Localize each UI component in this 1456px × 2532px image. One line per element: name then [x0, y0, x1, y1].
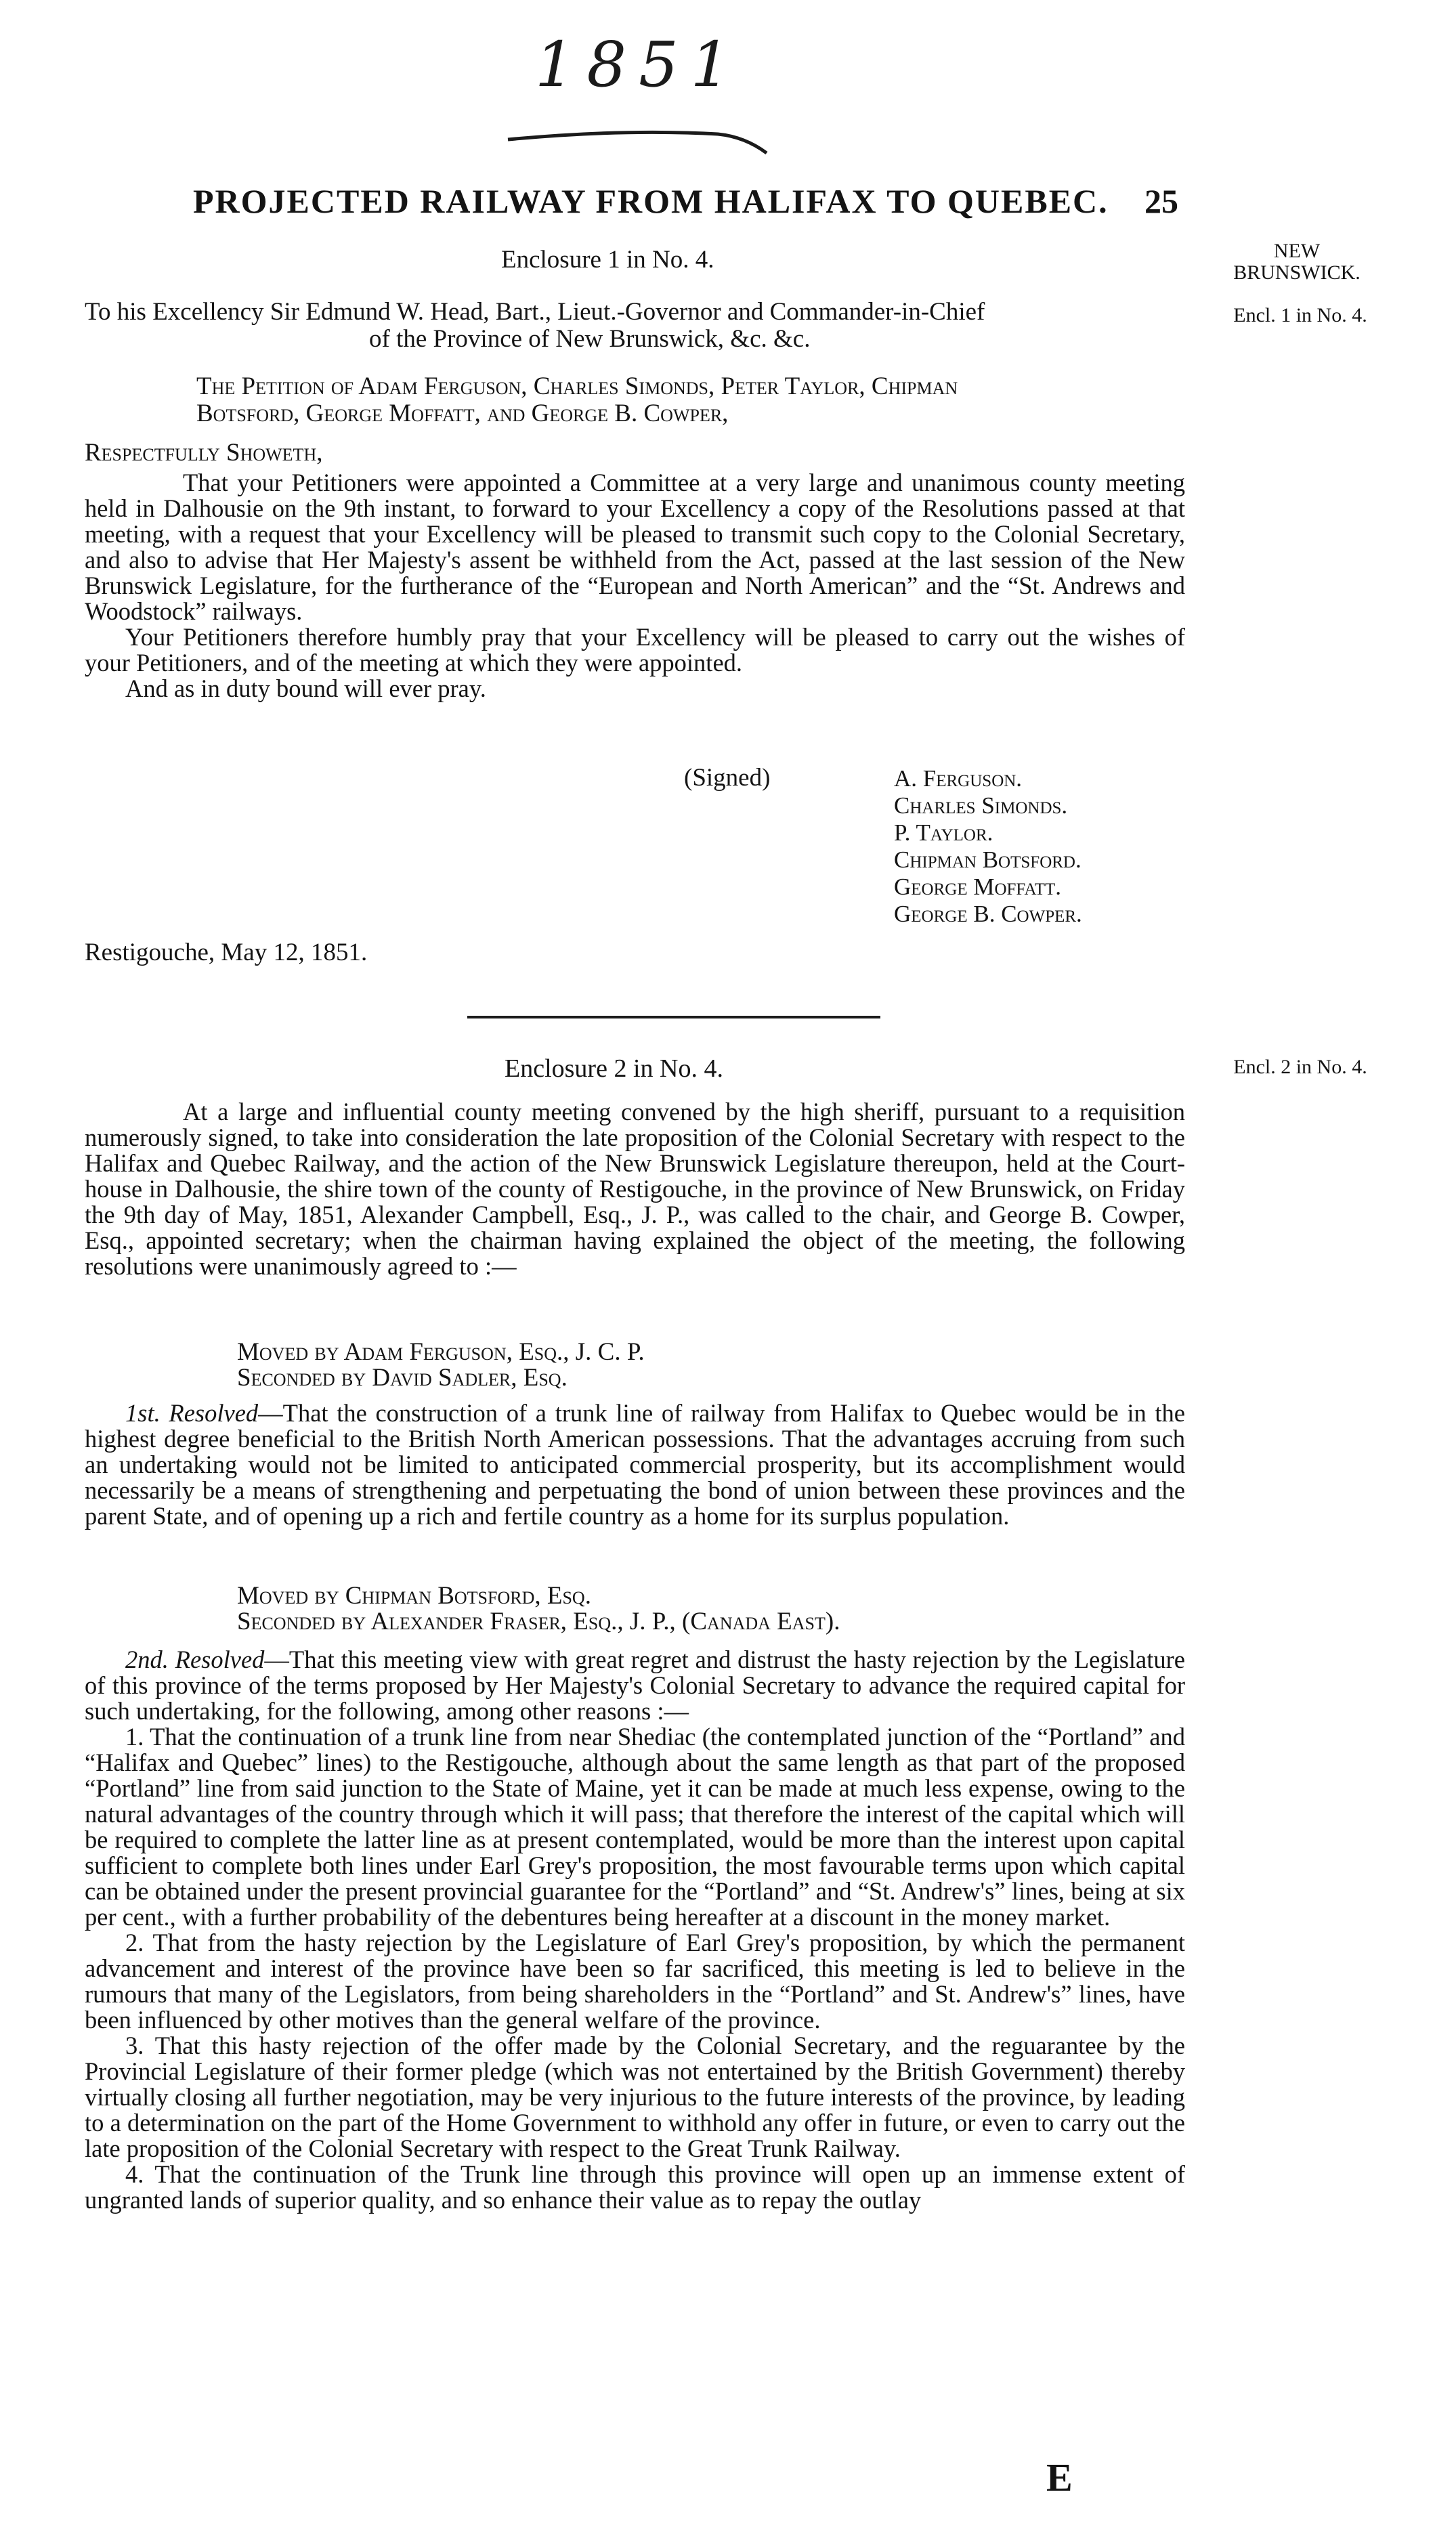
petition-paragraph-1: That your Petitioners were appointed a Committee at a very large and unanimous county meeting held in Dalhousie on the 9th instant, to forward to your Excellency a copy of the Resolutions passed at that meeting, with a request that your Excellency will be pleased to transmit such copy to the Colonial Secretary, and also to advise that Her Majesty's assent be withheld from the Act, passed at the last session of the New Brunswick Legislature, for the furtherance of the “European and North American” and the “St. Andrews and Woodstock” railways.	[85, 469, 1185, 625]
page-number: 25	[1144, 182, 1178, 220]
resolution-2-text: —That this meeting view with great regret and distrust the hasty rejection by the Legislature of this province of the terms proposed by Her Majesty's Colonial Secretary to advance the required capital for such undertaking, for the following, among other reasons :—	[85, 1646, 1185, 1725]
petition-line-2: Botsford, George Moffatt, and George B. Cowper,	[196, 400, 729, 427]
petition-paragraph-2: Your Petitioners therefore humbly pray that your Excellency will be pleased to carry out the wishes of your Petitioners, and of the meeting at which they were appointed.	[85, 623, 1185, 677]
place-date: Restigouche, May 12, 1851.	[85, 939, 368, 966]
enclosure-2-heading: Enclosure 2 in No. 4.	[505, 1054, 723, 1083]
seconded-by-2: Seconded by Alexander Fraser, Esq., J. P., (Canada East).	[237, 1608, 840, 1635]
signatory: George B. Cowper.	[894, 901, 1082, 927]
intro-paragraph: At a large and influential county meeting convened by the high sheriff, pursuant to a requisition numerously signed, to take into consideration the late proposition of the Colonial Secretary with respect to the Halifax and Quebec Railway, and the action of the New Brunswick Legislature thereupon, held at the Court-house in Dalhousie, the shire town of the county of Restigouche, in the province of New Brunswick, on Friday the 9th day of May, 1851, Alexander Campbell, Esq., J. P., was called to the chair, and George B. Cowper, Esq., appointed secretary; when the chairman having explained the object of the meeting, the following resolutions were unanimously agreed to :—	[85, 1098, 1185, 1280]
salutation: Respectfully Showeth,	[85, 439, 323, 467]
signatory: Chipman Botsford.	[894, 846, 1082, 873]
margin-enclosure-1: Encl. 1 in No. 4.	[1233, 304, 1367, 326]
reason-2: 2. That from the hasty rejection by the Legislature of Earl Grey's proposition, by which the permanent advancement and interest of the province have been so far sacrificed, this meeting is led to believe in the rumours that many of the Legislators, from being shareholders in the “Portland” and St. Andrew's” lines, have been influenced by other motives than the general welfare of the province.	[85, 1929, 1185, 2034]
address-line-2: of the Province of New Brunswick, &c. &c.	[369, 325, 811, 353]
margin-enclosure-2: Encl. 2 in No. 4.	[1233, 1056, 1367, 1078]
reason-3: 3. That this hasty rejection of the offer made by the Colonial Secretary, and the reguarantee by the Provincial Legislature of their former pledge (which was not entertained by the British Government) thereby virtually closing all further negotiation, may be very injurious to the future interests of the province, by leading to a determination on the part of the Home Government to withhold any offer in future, or even to carry out the late proposition of the Colonial Secretary with respect to the Great Trunk Railway.	[85, 2032, 1185, 2162]
handwritten-year: 1851	[535, 28, 743, 101]
section-divider	[467, 1016, 880, 1018]
running-title: PROJECTED RAILWAY FROM HALIFAX TO QUEBEC.	[193, 182, 1109, 220]
meeting-intro	[85, 1099, 1185, 1279]
petition-body	[85, 470, 1185, 702]
signature-mark: E	[1046, 2455, 1073, 2499]
resolution-1-text: —That the construction of a trunk line of railway from Halifax to Quebec would be in the highest degree beneficial to the British North American possessions. That the advantages accruing from such an undertaking would not be limited to anticipated commercial prosperity, but its accomplishment would necessarily be a means of strengthening and perpetuating the bond of union between these provinces and the parent State, and of opening up a rich and fertile country as a home for its surplus population.	[85, 1399, 1185, 1530]
signed-label: (Signed)	[684, 764, 771, 792]
signatory: George Moffatt.	[894, 874, 1062, 900]
petition-paragraph-3: And as in duty bound will ever pray.	[125, 674, 486, 702]
reason-4: 4. That the continuation of the Trunk line through this province will open up an immense extent of ungranted lands of superior quality, and so enhance their value as to repay the outlay	[85, 2160, 1185, 2214]
resolution-1-label: 1st. Resolved	[125, 1399, 259, 1427]
resolution-2-label: 2nd. Resolved	[125, 1646, 265, 1673]
reason-1: 1. That the continuation of a trunk line from near Shediac (the contemplated junction of the “Portland” and “Halifax and Quebec” lines) to the Restigouche, although about the same length as that part of the proposed “Portland” line from said junction to the State of Maine, yet it can be made at much less expense, owing to the natural advantages of the country through which it will pass; that therefore the interest of the capital which will be required to complete the latter line as at present contemplated, would be more than the interest upon capital sufficient to complete both lines under Earl Grey's proposition, the most favourable terms upon which capital can be obtained under the present provincial guarantee for the “Portland” and “St. Andrew's” lines, being at six per cent., with a further probability of the debentures being hereafter at a discount in the money market.	[85, 1723, 1185, 1931]
moved-by-2: Moved by Chipman Botsford, Esq.	[237, 1582, 591, 1610]
signatory: P. Taylor.	[894, 819, 993, 846]
resolution-1	[85, 1400, 1185, 1529]
moved-by-1: Moved by Adam Ferguson, Esq., J. C. P.	[237, 1338, 645, 1366]
margin-province: NEW BRUNSWICK.	[1233, 240, 1361, 284]
signatory: A. Ferguson.	[894, 765, 1023, 792]
address-line-1: To his Excellency Sir Edmund W. Head, Bart., Lieut.-Governor and Commander-in-Chief	[85, 298, 985, 326]
seconded-by-1: Seconded by David Sadler, Esq.	[237, 1364, 568, 1392]
enclosure-1-heading: Enclosure 1 in No. 4.	[501, 246, 714, 274]
signatory: Charles Simonds.	[894, 792, 1068, 819]
resolution-2	[85, 1647, 1185, 2213]
petition-line-1: The Petition of Adam Ferguson, Charles Simonds, Peter Taylor, Chipman	[196, 372, 958, 400]
handwritten-underline	[501, 114, 772, 161]
